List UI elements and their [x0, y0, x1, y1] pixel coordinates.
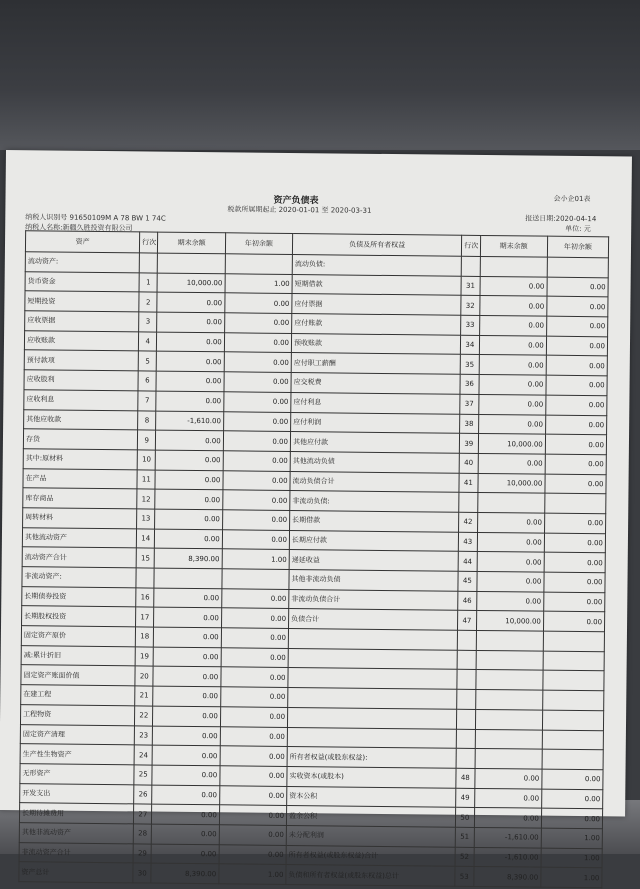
table-cell: 49	[456, 788, 475, 808]
table-cell: 4	[139, 332, 158, 352]
table-cell: 应收股利	[24, 370, 138, 391]
table-cell: 流动资产合计	[22, 547, 136, 568]
table-cell: 0.00	[155, 489, 222, 509]
table-cell: 0.00	[152, 785, 219, 805]
table-cell: 其中:原材料	[23, 449, 137, 470]
table-cell: 40	[459, 453, 478, 473]
table-cell: 21	[135, 686, 154, 706]
table-cell: 42	[459, 512, 478, 532]
table-cell: 47	[458, 611, 477, 631]
table-cell: 预付款项	[24, 350, 138, 371]
table-cell	[545, 493, 606, 513]
table-cell: 0.00	[225, 293, 292, 313]
table-cell: 应收利息	[24, 390, 138, 411]
table-cell: 在建工程	[21, 685, 135, 706]
table-cell: 长期股权投资	[22, 606, 136, 627]
table-cell	[475, 709, 542, 729]
table-cell: 0.00	[222, 529, 289, 549]
table-cell: 0.00	[153, 726, 220, 746]
table-cell: 长期借款	[290, 510, 459, 531]
table-cell: 0.00	[546, 316, 607, 336]
table-cell: 非流动资产合计	[19, 842, 133, 863]
table-cell: 53	[455, 867, 474, 887]
table-cell: 0.00	[546, 395, 607, 415]
table-cell: 23	[134, 725, 153, 745]
table-cell: 0.00	[546, 375, 607, 395]
table-cell: 15	[136, 548, 155, 568]
table-cell: 资本公积	[287, 786, 456, 807]
table-cell	[543, 671, 604, 691]
table-cell: 在产品	[23, 468, 137, 489]
table-cell: 流动资产:	[25, 252, 139, 273]
table-cell: 52	[455, 847, 474, 867]
table-cell: 0.00	[155, 509, 222, 529]
table-cell: 0.00	[220, 766, 287, 786]
tax-period: 税款所属期起止 2020-01-01 至 2020-03-31	[227, 205, 372, 215]
table-cell	[225, 254, 292, 274]
table-cell: 24	[134, 745, 153, 765]
table-cell	[288, 668, 457, 689]
table-cell: 0.00	[546, 356, 607, 376]
table-cell: 0.00	[541, 789, 602, 809]
table-cell: 生产性生物资产	[20, 744, 134, 765]
table-cell: 16	[136, 588, 155, 608]
table-cell: 38	[460, 414, 479, 434]
table-cell	[475, 729, 542, 749]
background-desk-top	[0, 0, 640, 150]
table-cell: 0.00	[478, 414, 545, 434]
table-cell: 0.00	[547, 297, 608, 317]
table-cell: 36	[460, 374, 479, 394]
table-cell: 非流动资产:	[22, 567, 136, 588]
column-header: 期末余额	[158, 232, 225, 254]
table-cell: 0.00	[545, 434, 606, 454]
table-cell: 存货	[23, 429, 137, 450]
table-cell	[287, 707, 456, 728]
column-header: 行次	[462, 235, 481, 256]
table-cell	[542, 730, 603, 750]
table-cell	[158, 253, 225, 273]
table-cell: 其他非流动负债	[289, 569, 458, 590]
table-cell: 非流动负债:	[290, 491, 459, 512]
table-cell: 0.00	[544, 533, 605, 553]
table-cell	[288, 688, 457, 709]
table-cell	[222, 569, 289, 589]
table-cell: 0.00	[542, 769, 603, 789]
table-cell: 短期投资	[25, 291, 139, 312]
table-cell: 22	[135, 706, 154, 726]
table-cell	[476, 650, 543, 670]
table-cell: 0.00	[474, 808, 541, 828]
table-cell: 0.00	[224, 333, 291, 353]
table-cell: 无形资产	[20, 764, 134, 785]
table-cell: 固定资产清理	[20, 724, 134, 745]
table-cell: 0.00	[156, 450, 223, 470]
table-cell: 13	[137, 509, 156, 529]
table-cell: 0.00	[154, 627, 221, 647]
table-cell: 应付票据	[292, 294, 461, 315]
table-cell: 31	[461, 276, 480, 296]
table-cell: 0.00	[544, 572, 605, 592]
table-cell	[139, 253, 158, 273]
table-cell: 0.00	[547, 277, 608, 297]
table-cell	[154, 568, 221, 588]
table-cell: 0.00	[221, 588, 288, 608]
table-cell: 长期债券投资	[22, 586, 136, 607]
table-cell: 0.00	[480, 276, 547, 296]
table-cell: 0.00	[545, 454, 606, 474]
table-cell: 长期应付款	[289, 530, 458, 551]
table-cell: 预收账款	[291, 333, 460, 354]
table-cell: 货币资金	[25, 271, 139, 292]
table-cell: 3	[139, 312, 158, 332]
table-cell: 6	[138, 371, 157, 391]
table-cell: 0.00	[156, 371, 223, 391]
table-cell: 0.00	[224, 352, 291, 372]
table-cell: 未分配利润	[286, 825, 455, 846]
table-cell: 0.00	[479, 355, 546, 375]
table-cell: 应付职工薪酬	[291, 353, 460, 374]
table-cell: 0.00	[474, 788, 541, 808]
table-cell	[457, 630, 476, 650]
table-cell: 0.00	[479, 316, 546, 336]
table-cell: 工程物资	[20, 704, 134, 725]
table-cell: 所有者权益(或股东权益):	[287, 747, 456, 768]
table-cell: 50	[456, 807, 475, 827]
table-cell: 0.00	[157, 352, 224, 372]
table-cell: 10,000.00	[476, 611, 543, 631]
table-cell	[459, 493, 478, 513]
table-cell: 其他应收款	[24, 409, 138, 430]
currency-unit: 单位: 元	[565, 224, 591, 234]
table-cell: 短期借款	[292, 274, 461, 295]
table-cell: 应付利润	[291, 412, 460, 433]
table-cell: 1.00	[225, 273, 292, 293]
table-cell: 应付利息	[291, 392, 460, 413]
table-cell: 0.00	[477, 512, 544, 532]
table-cell	[136, 568, 155, 588]
table-cell: 其他流动负债	[290, 451, 459, 472]
table-cell: 0.00	[479, 335, 546, 355]
table-cell: 17	[136, 607, 155, 627]
table-cell: -1,610.00	[474, 847, 541, 867]
table-cell: 18	[135, 627, 154, 647]
table-cell: 8	[138, 410, 157, 430]
table-cell: 45	[458, 571, 477, 591]
table-cell: 开发支出	[20, 783, 134, 804]
table-cell: 8,390.00	[151, 863, 218, 883]
table-cell: 0.00	[545, 474, 606, 494]
table-cell: 8,390.00	[473, 867, 540, 887]
table-cell	[542, 710, 603, 730]
table-cell: 周转材料	[23, 508, 137, 529]
table-cell: 0.00	[153, 686, 220, 706]
balance-sheet-table	[18, 230, 609, 888]
table-cell: 固定资产账面价值	[21, 665, 135, 686]
table-cell: 48	[456, 768, 475, 788]
table-cell: 19	[135, 647, 154, 667]
table-cell: 递延收益	[289, 550, 458, 571]
table-cell: 0.00	[155, 470, 222, 490]
taxpayer-name: 纳税人名称:新疆久胜投资有限公司	[25, 223, 133, 233]
table-cell: 10,000.00	[478, 434, 545, 454]
table-cell: 26	[134, 784, 153, 804]
table-cell: 0.00	[220, 707, 287, 727]
table-cell	[542, 749, 603, 769]
table-cell: 其他非流动资产	[19, 823, 133, 844]
table-cell: 0.00	[219, 785, 286, 805]
table-cell: 负债和所有者权益(或股东权益)总计	[286, 865, 455, 886]
table-cell	[457, 709, 476, 729]
form-code: 会小企01表	[553, 194, 591, 204]
table-cell: 所有者权益(或股东权益)合计	[286, 845, 455, 866]
table-cell: 33	[461, 315, 480, 335]
table-cell: 0.00	[221, 608, 288, 628]
table-cell: 0.00	[544, 552, 605, 572]
table-cell: 46	[458, 591, 477, 611]
table-cell: 0.00	[545, 415, 606, 435]
table-cell: 0.00	[155, 529, 222, 549]
table-cell	[457, 670, 476, 690]
table-cell: 9	[138, 430, 157, 450]
table-cell: 0.00	[221, 667, 288, 687]
table-cell: 0.00	[543, 612, 604, 632]
table-cell	[543, 651, 604, 671]
column-header: 年初余额	[547, 236, 608, 258]
table-cell	[287, 727, 456, 748]
table-cell: 0.00	[219, 805, 286, 825]
table-cell: 资产总计	[19, 862, 133, 883]
table-cell: 0.00	[156, 430, 223, 450]
table-cell	[475, 749, 542, 769]
document-title: 资产负债表	[273, 195, 319, 207]
table-cell	[477, 493, 544, 513]
table-cell: 0.00	[219, 844, 286, 864]
table-cell: 0.00	[478, 453, 545, 473]
table-cell: 0.00	[544, 592, 605, 612]
table-cell: 应交税费	[291, 373, 460, 394]
table-cell: 0.00	[476, 591, 543, 611]
table-cell: 34	[461, 335, 480, 355]
table-cell: 负债合计	[289, 609, 458, 630]
table-cell: 1.00	[541, 828, 602, 848]
report-date: 报送日期:2020-04-14	[525, 214, 597, 224]
table-cell: 29	[133, 843, 152, 863]
table-cell	[457, 650, 476, 670]
table-body	[19, 252, 609, 888]
table-cell: 11	[137, 469, 156, 489]
table-cell	[288, 629, 457, 650]
table-cell: 10,000.00	[158, 273, 225, 293]
table-cell: 0.00	[154, 588, 221, 608]
table-cell	[476, 631, 543, 651]
table-cell: 0.00	[153, 706, 220, 726]
table-cell: 0.00	[221, 628, 288, 648]
table-cell: 0.00	[546, 336, 607, 356]
table-cell: 0.00	[220, 746, 287, 766]
table-cell: 0.00	[476, 571, 543, 591]
document-page	[0, 150, 632, 882]
table-cell: 0.00	[152, 765, 219, 785]
table-cell: 1	[139, 273, 158, 293]
table-cell: 0.00	[221, 648, 288, 668]
table-cell: 0.00	[223, 411, 290, 431]
table-cell: 1.00	[219, 864, 286, 884]
table-cell	[542, 690, 603, 710]
table-cell: 28	[133, 824, 152, 844]
table-cell	[461, 256, 480, 276]
table-cell: 0.00	[157, 312, 224, 332]
table-cell: 0.00	[224, 313, 291, 333]
table-cell: 8,390.00	[155, 548, 222, 568]
table-cell: 固定资产原价	[21, 626, 135, 647]
column-header: 行次	[140, 232, 159, 253]
taxpayer-id: 纳税人识别号 91650109M A 78 BW 1 74C	[25, 213, 166, 223]
table-cell: 37	[460, 394, 479, 414]
table-cell: 1.00	[541, 867, 602, 887]
table-cell: 0.00	[223, 470, 290, 490]
table-cell: 0.00	[157, 292, 224, 312]
table-cell: 0.00	[474, 768, 541, 788]
table-cell: -1,610.00	[156, 411, 223, 431]
table-cell: 流动负债合计	[290, 471, 459, 492]
table-cell: 非流动负债合计	[289, 589, 458, 610]
table-cell: 7	[138, 391, 157, 411]
table-cell: 41	[459, 473, 478, 493]
table-cell: 实收资本(或股本)	[287, 766, 456, 787]
table-cell: 2	[139, 292, 158, 312]
table-cell: 0.00	[479, 296, 546, 316]
table-cell: 0.00	[478, 394, 545, 414]
table-cell: 应付账款	[292, 314, 461, 335]
table-cell: 0.00	[544, 513, 605, 533]
table-cell: 0.00	[477, 532, 544, 552]
column-header: 负债及所有者权益	[292, 234, 461, 257]
table-cell: 10	[137, 450, 156, 470]
table-cell: 0.00	[154, 647, 221, 667]
table-cell	[456, 729, 475, 749]
table-cell: 14	[136, 529, 155, 549]
table-cell: 0.00	[219, 825, 286, 845]
table-cell: 其他流动资产	[22, 527, 136, 548]
table-cell: 0.00	[153, 745, 220, 765]
table-cell: 32	[461, 296, 480, 316]
table-cell: 0.00	[152, 804, 219, 824]
table-cell	[543, 631, 604, 651]
table-cell: 0.00	[154, 607, 221, 627]
table-cell: 25	[134, 765, 153, 785]
column-header: 期末余额	[480, 235, 547, 257]
table-cell: 库存商品	[23, 488, 137, 509]
column-header: 年初余额	[225, 233, 292, 255]
table-cell: 1.00	[541, 848, 602, 868]
table-cell: 减:累计折旧	[21, 645, 135, 666]
table-cell: 0.00	[152, 844, 219, 864]
table-cell: 流动负债:	[292, 255, 461, 276]
table-cell	[475, 670, 542, 690]
table-cell: 10,000.00	[477, 473, 544, 493]
table-cell: 1.00	[222, 549, 289, 569]
table-cell: 0.00	[224, 392, 291, 412]
table-cell: 0.00	[223, 451, 290, 471]
table-cell: 0.00	[220, 687, 287, 707]
table-cell: 0.00	[224, 372, 291, 392]
table-cell	[457, 689, 476, 709]
table-cell: 39	[460, 433, 479, 453]
table-cell: 5	[138, 351, 157, 371]
table-cell: 30	[133, 863, 152, 883]
table-cell: 0.00	[477, 552, 544, 572]
table-cell: 0.00	[222, 490, 289, 510]
table-cell: 43	[459, 532, 478, 552]
table-cell	[288, 648, 457, 669]
table-cell: 0.00	[156, 391, 223, 411]
table-cell: 27	[134, 804, 153, 824]
table-cell	[456, 748, 475, 768]
table-cell	[475, 690, 542, 710]
table-cell: 35	[460, 355, 479, 375]
table-cell	[480, 256, 547, 276]
table-cell: 0.00	[223, 431, 290, 451]
table-cell: 51	[455, 827, 474, 847]
table-cell: 0.00	[153, 667, 220, 687]
table-cell: 20	[135, 666, 154, 686]
table-cell: -1,610.00	[474, 827, 541, 847]
table-cell: 0.00	[222, 510, 289, 530]
table-cell: 0.00	[157, 332, 224, 352]
table-cell: 0.00	[220, 726, 287, 746]
table-cell: 长期待摊费用	[19, 803, 133, 824]
table-cell	[547, 257, 608, 277]
table-cell: 0.00	[152, 824, 219, 844]
table-cell: 其他应付款	[290, 432, 459, 453]
table-cell: 44	[458, 552, 477, 572]
column-header: 资产	[25, 231, 139, 253]
table-cell: 盈余公积	[286, 806, 455, 827]
table-cell: 应收账款	[24, 330, 138, 351]
table-cell: 12	[137, 489, 156, 509]
table-cell: 0.00	[479, 375, 546, 395]
table-cell: 0.00	[541, 808, 602, 828]
table-cell: 应收票据	[25, 311, 139, 332]
